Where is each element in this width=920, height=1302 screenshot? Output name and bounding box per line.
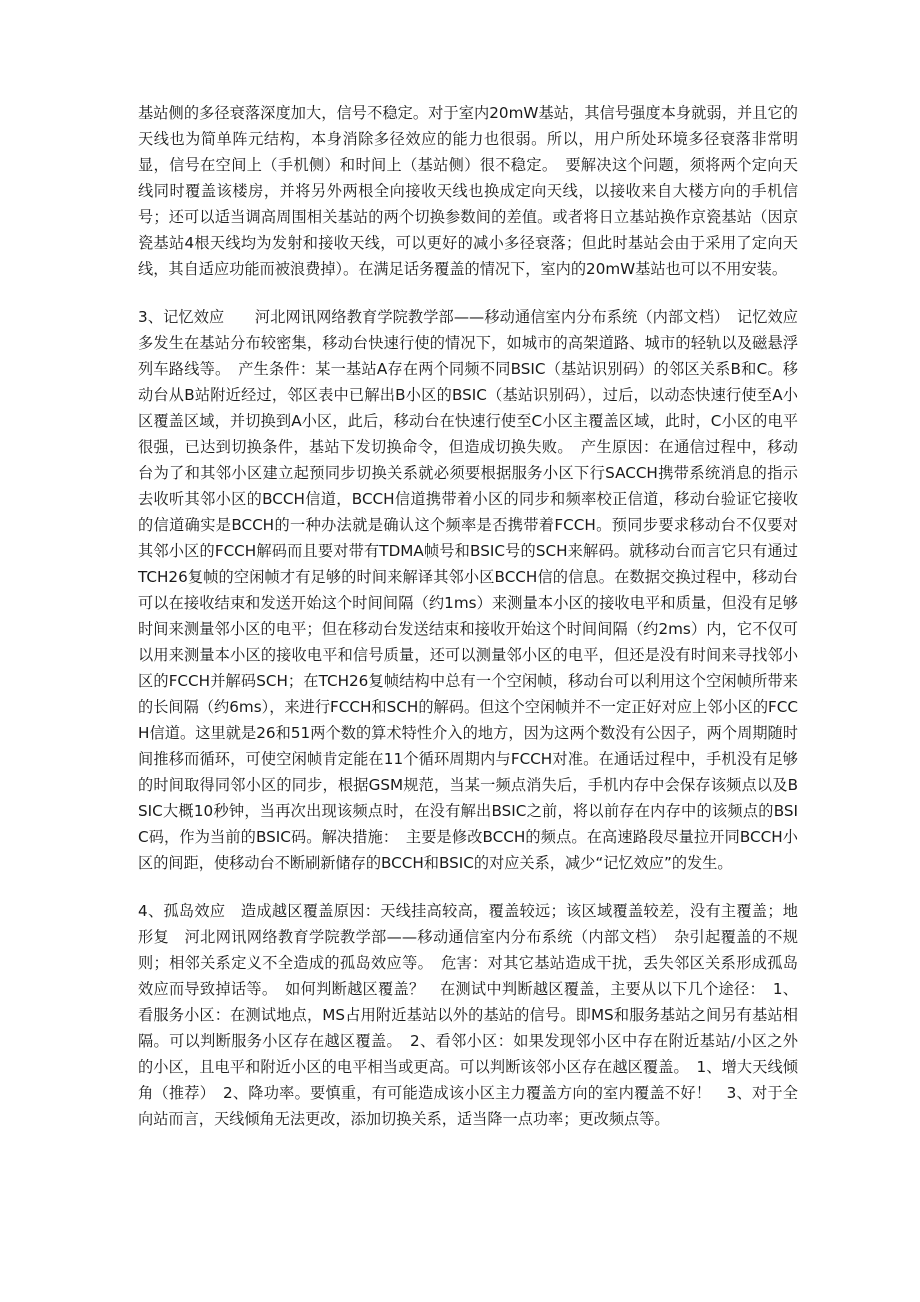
paragraph-multipath: 基站侧的多径衰落深度加大，信号不稳定。对于室内20mW基站，其信号强度本身就弱，并且它的天线也为简单阵元结构，本身消除多径效应的能力也很弱。所以，用户所处环境多径衰落非常明显，信号在空间上（手机侧）和时间上（基站侧）很不稳定。 要解决这个问题，须将两个定向天线同时覆盖该楼房，并将另外两根全向接收天线也换成定向天线，以接收来自大楼方向的手机信号；还可以适当调高周围相关基站的两个切换参数间的差值。或者将日立基站换作京瓷基站（因京瓷基站4根天线均为发射和接收天线，可以更好的减小多径衰落；但此时基站会由于采用了定向天线，其自适应功能而被浪费掉）。在满足话务覆盖的情况下，室内的20mW基站也可以不用安装。 — [138, 104, 798, 278]
document-page — [138, 100, 798, 1154]
paragraph-island-effect: 4、孤岛效应 造成越区覆盖原因：天线挂高较高，覆盖较远；该区域覆盖较差，没有主覆盖；地形复 河北网讯网络教育学院教学部——移动通信室内分布系统（内部文档） 杂引起覆盖的不规则；相邻关系定义不全造成的孤岛效应等。 危害：对其它基站造成干扰，丢失邻区关系形成孤岛效应而导致掉话等。 如何判断越区覆盖？ 在测试中判断越区覆盖，主要从以下几个途径： 1、看服务小区：在测试地点，MS占用附近基站以外的基站的信号。即MS和服务基站之间另有基站相隔。可以判断服务小区存在越区覆盖。 2、看邻小区：如果发现邻小区中存在附近基站/小区之外的小区，且电平和附近小区的电平相当或更高。可以判断该邻小区存在越区覆盖。 1、增大天线倾角（推荐） 2、降功率。要慎重，有可能造成该小区主力覆盖方向的室内覆盖不好！ 3、对于全向站而言，天线倾角无法更改，添加切换关系，适当降一点功率；更改频点等。 — [138, 902, 798, 1128]
paragraph-memory-effect: 3、记忆效应 河北网讯网络教育学院教学部——移动通信室内分布系统（内部文档） 记忆效应多发生在基站分布较密集，移动台快速行使的情况下，如城市的高架道路、城市的轻轨以及磁悬浮列车路线等。 产生条件：某一基站A存在两个同频不同BSIC（基站识别码）的邻区关系B和C。移动台从B站附近经过，邻区表中已解出B小区的BSIC（基站识别码），过后，以动态快速行使至A小区覆盖区域，并切换到A小区，此后，移动台在快速行使至C小区主覆盖区域，此时，C小区的电平很强，已达到切换条件，基站下发切换命令，但造成切换失败。 产生原因：在通信过程中，移动台为了和其邻小区建立起预同步切换关系就必须要根据服务小区下行SACCH携带系统消息的指示去收听其邻小区的BCCH信道，BCCH信道携带着小区的同步和频率校正信道，移动台验证它接收的信道确实是BCCH的一种办法就是确认这个频率是否携带着FCCH。预同步要求移动台不仅要对其邻小区的FCCH解码而且要对带有TDMA帧号和BSIC号的SCH来解码。就移动台而言它只有通过TCH26复帧的空闲帧才有足够的时间来解译其邻小区BCCH信的信息。在数据交换过程中，移动台可以在接收结束和发送开始这个时间间隔（约1ms）来测量本小区的接收电平和质量，但没有足够时间来测量邻小区的电平；但在移动台发送结束和接收开始这个时间间隔（约2ms）内，它不仅可以用来测量本小区的接收电平和信号质量，还可以测量邻小区的电平，但还是没有时间来寻找邻小区的FCCH并解码SCH；在TCH26复帧结构中总有一个空闲帧，移动台可以利用这个空闲帧所带来的长间隔（约6ms），来进行FCCH和SCH的解码。但这个空闲帧并不一定正好对应上邻小区的FCCH信道。这里就是26和51两个数的算术特性介入的地方，因为这两个数没有公因子，两个周期随时间推移而循环，可使空闲帧肯定能在11个循环周期内与FCCH对准。在通话过程中，手机没有足够的时间取得同邻小区的同步，根据GSM规范，当某一频点消失后，手机内存中会保存该频点以及BSIC大概10秒钟，当再次出现该频点时，在没有解出BSIC之前，将以前存在内存中的该频点的BSIC码，作为当前的BSIC码。解决措施： 主要是修改BCCH的频点。在高速路段尽量拉开同BCCH小区的间距，使移动台不断刷新储存的BCCH和BSIC的对应关系，减少“记忆效应”的发生。 — [138, 308, 798, 872]
